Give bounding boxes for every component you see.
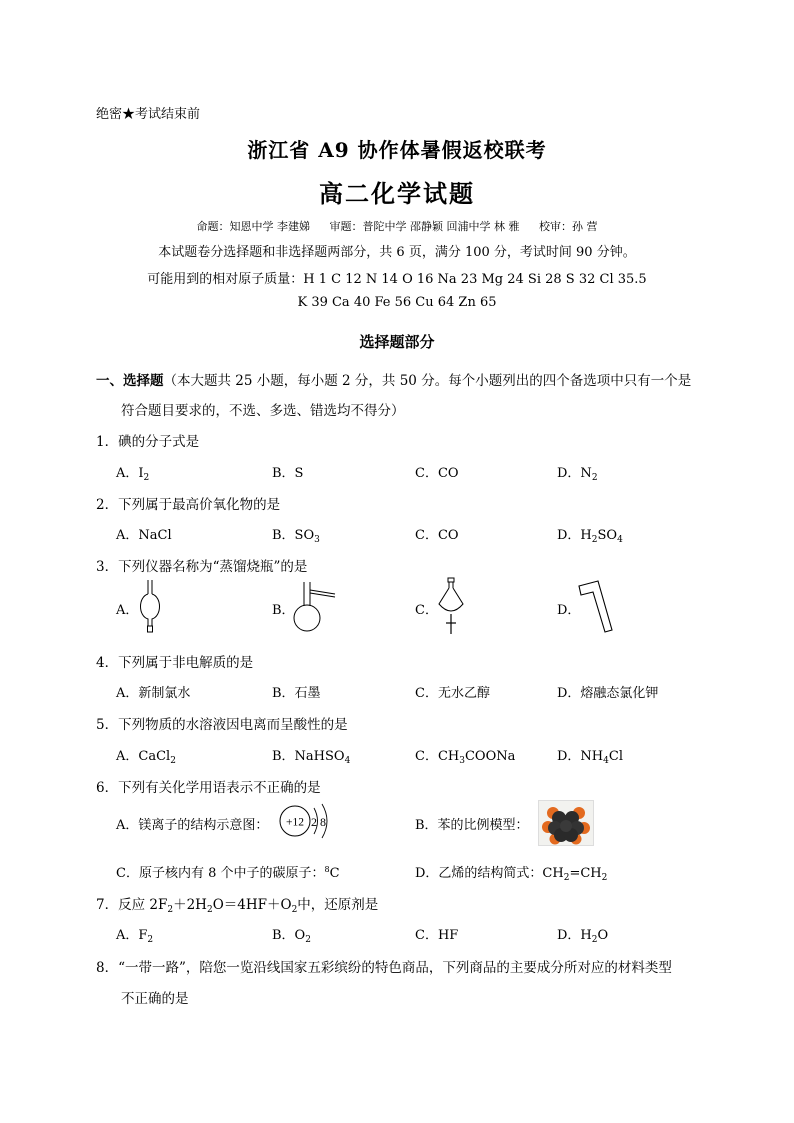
credits-line xyxy=(0,218,794,234)
question-5-stem: 5．下列物质的水溶液因电离而呈酸性的是 xyxy=(96,717,348,733)
atomic-masses-line-2: K 39 Ca 40 Fe 56 Cu 64 Zn 65 xyxy=(297,295,497,310)
part-heading-continued: 符合题目要求的，不选、多选、错选均不得分） xyxy=(121,403,405,419)
question-5-option-b: B．NaHSO$_4$ xyxy=(272,749,351,766)
question-7-option-a: A．$F_2$ xyxy=(116,928,154,945)
question-2-stem: 2．下列属于最高价氧化物的是 xyxy=(96,497,281,513)
credit-reviewer: 审题：普陀中学 邵静颖 回浦中学 林 雅 xyxy=(329,220,520,233)
credit-setter: 命题：知恩中学 李建娣 xyxy=(196,220,310,233)
question-5-option-d: D．$NH_4Cl$ xyxy=(557,749,623,766)
credit-proofreader: 校审：孙 营 xyxy=(539,220,598,233)
distillation-flask-icon xyxy=(290,578,340,638)
question-3-option-a: A． xyxy=(116,603,139,618)
question-4-option-a: A．新制氯水 xyxy=(116,686,191,701)
confidential-mark: 绝密★考试结束前 xyxy=(96,107,201,122)
exam-intro: 本试题卷分选择题和非选择题两部分，共 6 页，满分 100 分，考试时间 90 分钟。 xyxy=(158,245,636,260)
question-1-stem: 1．碘的分子式是 xyxy=(96,434,200,450)
question-6-stem: 6．下列有关化学用语表示不正确的是 xyxy=(96,780,321,796)
nucleus-charge: +12 xyxy=(286,816,304,829)
benzene-space-filling-model xyxy=(539,801,593,845)
question-7-option-c: C．HF xyxy=(415,928,459,943)
section-title: 选择题部分 xyxy=(359,333,435,351)
benzene-model-image xyxy=(538,800,594,846)
question-5-option-a: A．CaCl$_2$ xyxy=(116,749,176,766)
question-6-option-b: B．苯的比例模型： xyxy=(415,818,529,833)
question-7-stem: 7．反应 $2F_2+2H_2O=4HF+O_2$中，还原剂是 xyxy=(96,897,379,915)
question-8-stem: 8．“一带一路”，陪您一览沿线国家五彩缤纷的特色商品，下列商品的主要成分所对应的材料类型 xyxy=(96,960,672,976)
question-3-option-b: B． xyxy=(272,603,295,618)
question-7-option-b: B．$O_2$ xyxy=(272,928,311,945)
question-6-option-a: A．镁离子的结构示意图： xyxy=(116,818,269,833)
question-1-option-c: C．CO xyxy=(415,466,459,481)
electron-shells: 2 8 xyxy=(311,815,326,829)
question-2-option-b: B．$SO_3$ xyxy=(272,528,320,545)
question-4-option-d: D．熔融态氯化钾 xyxy=(557,686,659,701)
separatory-funnel-icon xyxy=(436,576,466,638)
question-3-option-d: D． xyxy=(557,603,581,618)
subject-title: 高二化学试题 xyxy=(319,179,475,208)
question-1-option-a: A．$I_2$ xyxy=(116,466,150,483)
magnesium-ion-diagram xyxy=(276,800,346,840)
question-6-option-c: C．原子核内有 8 个中子的碳原子：$^8$C xyxy=(116,865,340,881)
part-heading-text: （本大题共 25 小题，每小题 2 分，共 50 分。每个小题列出的四个备选项中只有一个是 xyxy=(163,373,692,389)
question-7-option-d: D．$H_2O$ xyxy=(557,928,609,945)
bent-tube-icon xyxy=(576,578,616,636)
question-2-option-a: A．NaCl xyxy=(116,528,172,543)
question-4-option-c: C．无水乙醇 xyxy=(415,686,490,701)
question-8-stem-continued: 不正确的是 xyxy=(121,991,189,1007)
part-heading-label: 一、选择题 xyxy=(96,373,164,389)
question-2-option-d: D．$H_2SO_4$ xyxy=(557,528,623,545)
question-3-stem: 3．下列仪器名称为“蒸馏烧瓶”的是 xyxy=(96,559,308,575)
volumetric-flask-icon xyxy=(135,578,165,638)
question-3-option-c: C． xyxy=(415,603,438,618)
question-4-option-b: B．石墨 xyxy=(272,686,321,701)
question-6-option-d: D．乙烯的结构简式：$CH_2=CH_2$ xyxy=(415,866,608,883)
question-2-option-c: C．CO xyxy=(415,528,459,543)
part-heading xyxy=(96,369,691,389)
exam-title: 浙江省 A9 协作体暑假返校联考 xyxy=(247,138,547,162)
question-4-stem: 4．下列属于非电解质的是 xyxy=(96,655,254,671)
atomic-masses-line-1: 可能用到的相对原子质量：H 1 C 12 N 14 O 16 Na 23 Mg 24 Si 28 S 32 Cl 35.5 xyxy=(147,272,647,287)
question-5-option-c: C．$CH_3COONa$ xyxy=(415,749,516,766)
question-1-option-b: B．S xyxy=(272,466,304,481)
question-1-option-d: D．$N_2$ xyxy=(557,466,598,483)
